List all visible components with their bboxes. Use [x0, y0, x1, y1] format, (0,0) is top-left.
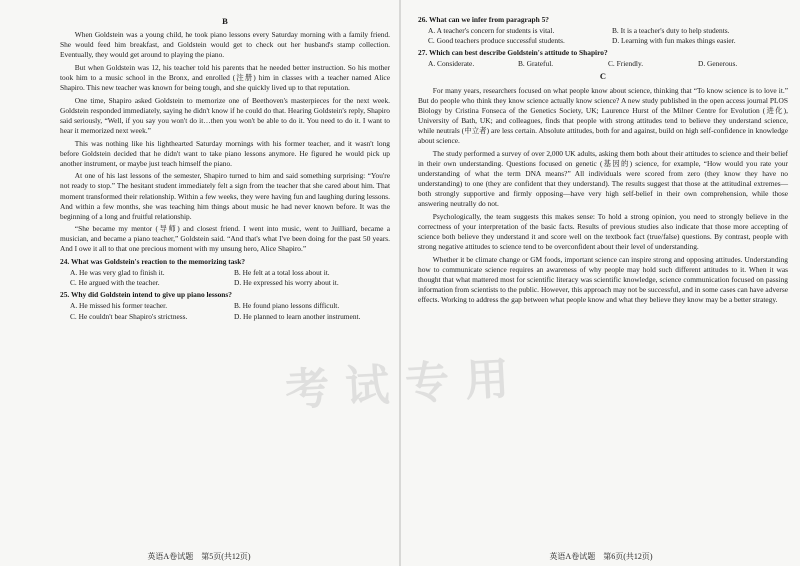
option: D. Generous. [698, 59, 738, 69]
section-letter-c: C [599, 71, 607, 82]
paragraph: This was nothing like his lighthearted Saturday mornings with his former teacher, and it wasn't long before Goldstein decided that he didn't want to take piano lessons anymore. He figured he would pick up another instrument, or maybe just teach himself the piano. [60, 138, 390, 168]
option: C. Good teachers produce successful students. [428, 36, 565, 46]
page-footer: 英语A卷试题 第6页(共12页) [549, 551, 653, 561]
paragraph: At one of his last lessons of the semester, Shapiro turned to him and said something surprising: “You're not ready to stop.” The hesitant student immediately felt a sign from the teacher that she cared about him. That moment transformed their relationship. Within a few weeks, they were having fun and laughing during lessons. And within a few months, she was teaching him things about music he had never known before. It was the beginning of a long and fruitful relationship. [60, 171, 390, 221]
paragraph: Whether it be climate change or GM foods, important science can inspire strong and opposing attitudes. Understanding how to communicate science requires an awareness of why people may hold such different attitudes to it. When it was thought that what mattered most for scientific literacy was scientific knowledge, science communication focused on passing information from scientists to the public. However, this approach may not be successful, and in some cases can have adverse effects. Working to address the gap between what people know and what they believe they know may be a better strategy. [418, 254, 788, 304]
option: A. He missed his former teacher. [70, 301, 168, 311]
question-27-options [428, 59, 788, 69]
paragraph: One time, Shapiro asked Goldstein to memorize one of Beethoven's masterpieces for the next week. Goldstein responded immediately, saying he didn't know if he could do that. Hearing Goldstein's reply, Shapiro said seriously, “Well, if you say you won't do it…then you won't be able to do it. You need to do it. I want to hear it memorized next week.” [60, 95, 390, 135]
question-24-options [70, 268, 390, 288]
left-page [0, 0, 398, 566]
question-26-stem: 26. What can we infer from paragraph 5? [418, 15, 549, 24]
paragraph: For many years, researchers focused on what people know about science, thinking that “To know science is to love it.” But do people who think they know science actually know science? A new study published in the open access journal PLOS Biology by Cristina Fonseca of the Genetics Society, UK; Laurence Hurst of the Milner Centre for Evolution (进化), University of Bath, UK; and colleagues, finds that people with strong attitudes tend to believe they understand science, while neutrals (中立者) are less certain. Absolute attitudes, both for and against, build on high self-confidence in knowledge about science. [418, 85, 788, 146]
page-divider [399, 0, 401, 566]
option: B. Grateful. [518, 59, 554, 69]
question-26-options [428, 26, 788, 46]
option: A. Considerate. [428, 59, 475, 69]
option: D. Learning with fun makes things easier. [612, 36, 736, 46]
question-25-stem: 25. Why did Goldstein intend to give up piano lessons? [60, 290, 232, 300]
option: B. He found piano lessons difficult. [234, 301, 340, 311]
watermark: 考试专用 [284, 352, 527, 417]
paragraph: Psychologically, the team suggests this makes sense: To hold a strong opinion, you need to strongly believe in the correctness of your interpretation of the basic facts. Results of previous studies also indicate that those more accepting of science both believe they understand it and score well on the textbook fact (true/false) questions. By contrast, people with strong negative attitudes to science tend to be overconfident about their level of understanding. [418, 211, 788, 251]
page-footer: 英语A卷试题 第5页(共12页) [147, 551, 251, 561]
section-letter-b: B [222, 16, 228, 26]
option: C. Friendly. [608, 59, 644, 69]
paragraph: “She became my mentor (导师) and closest friend. I went into music, went to Juilliard, became a musician, and became a piano teacher,” Goldstein said. “And that's what I've been doing for the past 50 years. And I owe it all to that one precious moment with my unsung hero, Alice Shapiro.” [60, 224, 390, 254]
paragraph: The study performed a survey of over 2,000 UK adults, asking them both about their attitudes to science and their belief in their own understanding. Questions focused on genetic (基因的) science, for example, “How would you rate your understanding of what the term DNA means?” All individuals were scored from zero (they know they have no understanding) to one (they are confident that they understand). The results suggest that those at the attitudinal extremes—both strongly supportive and firmly opposing—have very high self-belief in their own comprehension, while those answering neutrally do not. [418, 148, 788, 209]
option: A. A teacher's concern for students is vital. [428, 26, 555, 36]
option: C. He argued with the teacher. [70, 278, 160, 288]
paragraph: When Goldstein was a young child, he took piano lessons every Saturday morning with a family friend. She would feed him breakfast, and Goldstein would get to check out her husband's stamp collection. Eventually, they would get around to playing the piano. [60, 30, 390, 60]
option: C. He couldn't bear Shapiro's strictness. [70, 311, 188, 321]
option: A. He was very glad to finish it. [70, 268, 165, 278]
right-page [402, 0, 800, 566]
question-25-options [70, 301, 390, 321]
option: D. He planned to learn another instrument. [234, 311, 361, 321]
option: B. He felt at a total loss about it. [234, 268, 330, 278]
question-27-stem: 27. Which can best describe Goldstein's attitude to Shapiro? [418, 48, 608, 58]
question-24-stem: 24. What was Goldstein's reaction to the memorizing task? [60, 257, 246, 267]
option: B. It is a teacher's duty to help students. [612, 26, 730, 36]
option: D. He expressed his worry about it. [234, 278, 339, 288]
paragraph: But when Goldstein was 12, his teacher told his parents that he needed better instruction. So his mother took him to a music school in the Bronx, and enrolled (注册) him in classes with a teacher named Alice Shapiro. This new teacher was known for being tough, and she quickly lived up to that reputation. [60, 62, 390, 93]
